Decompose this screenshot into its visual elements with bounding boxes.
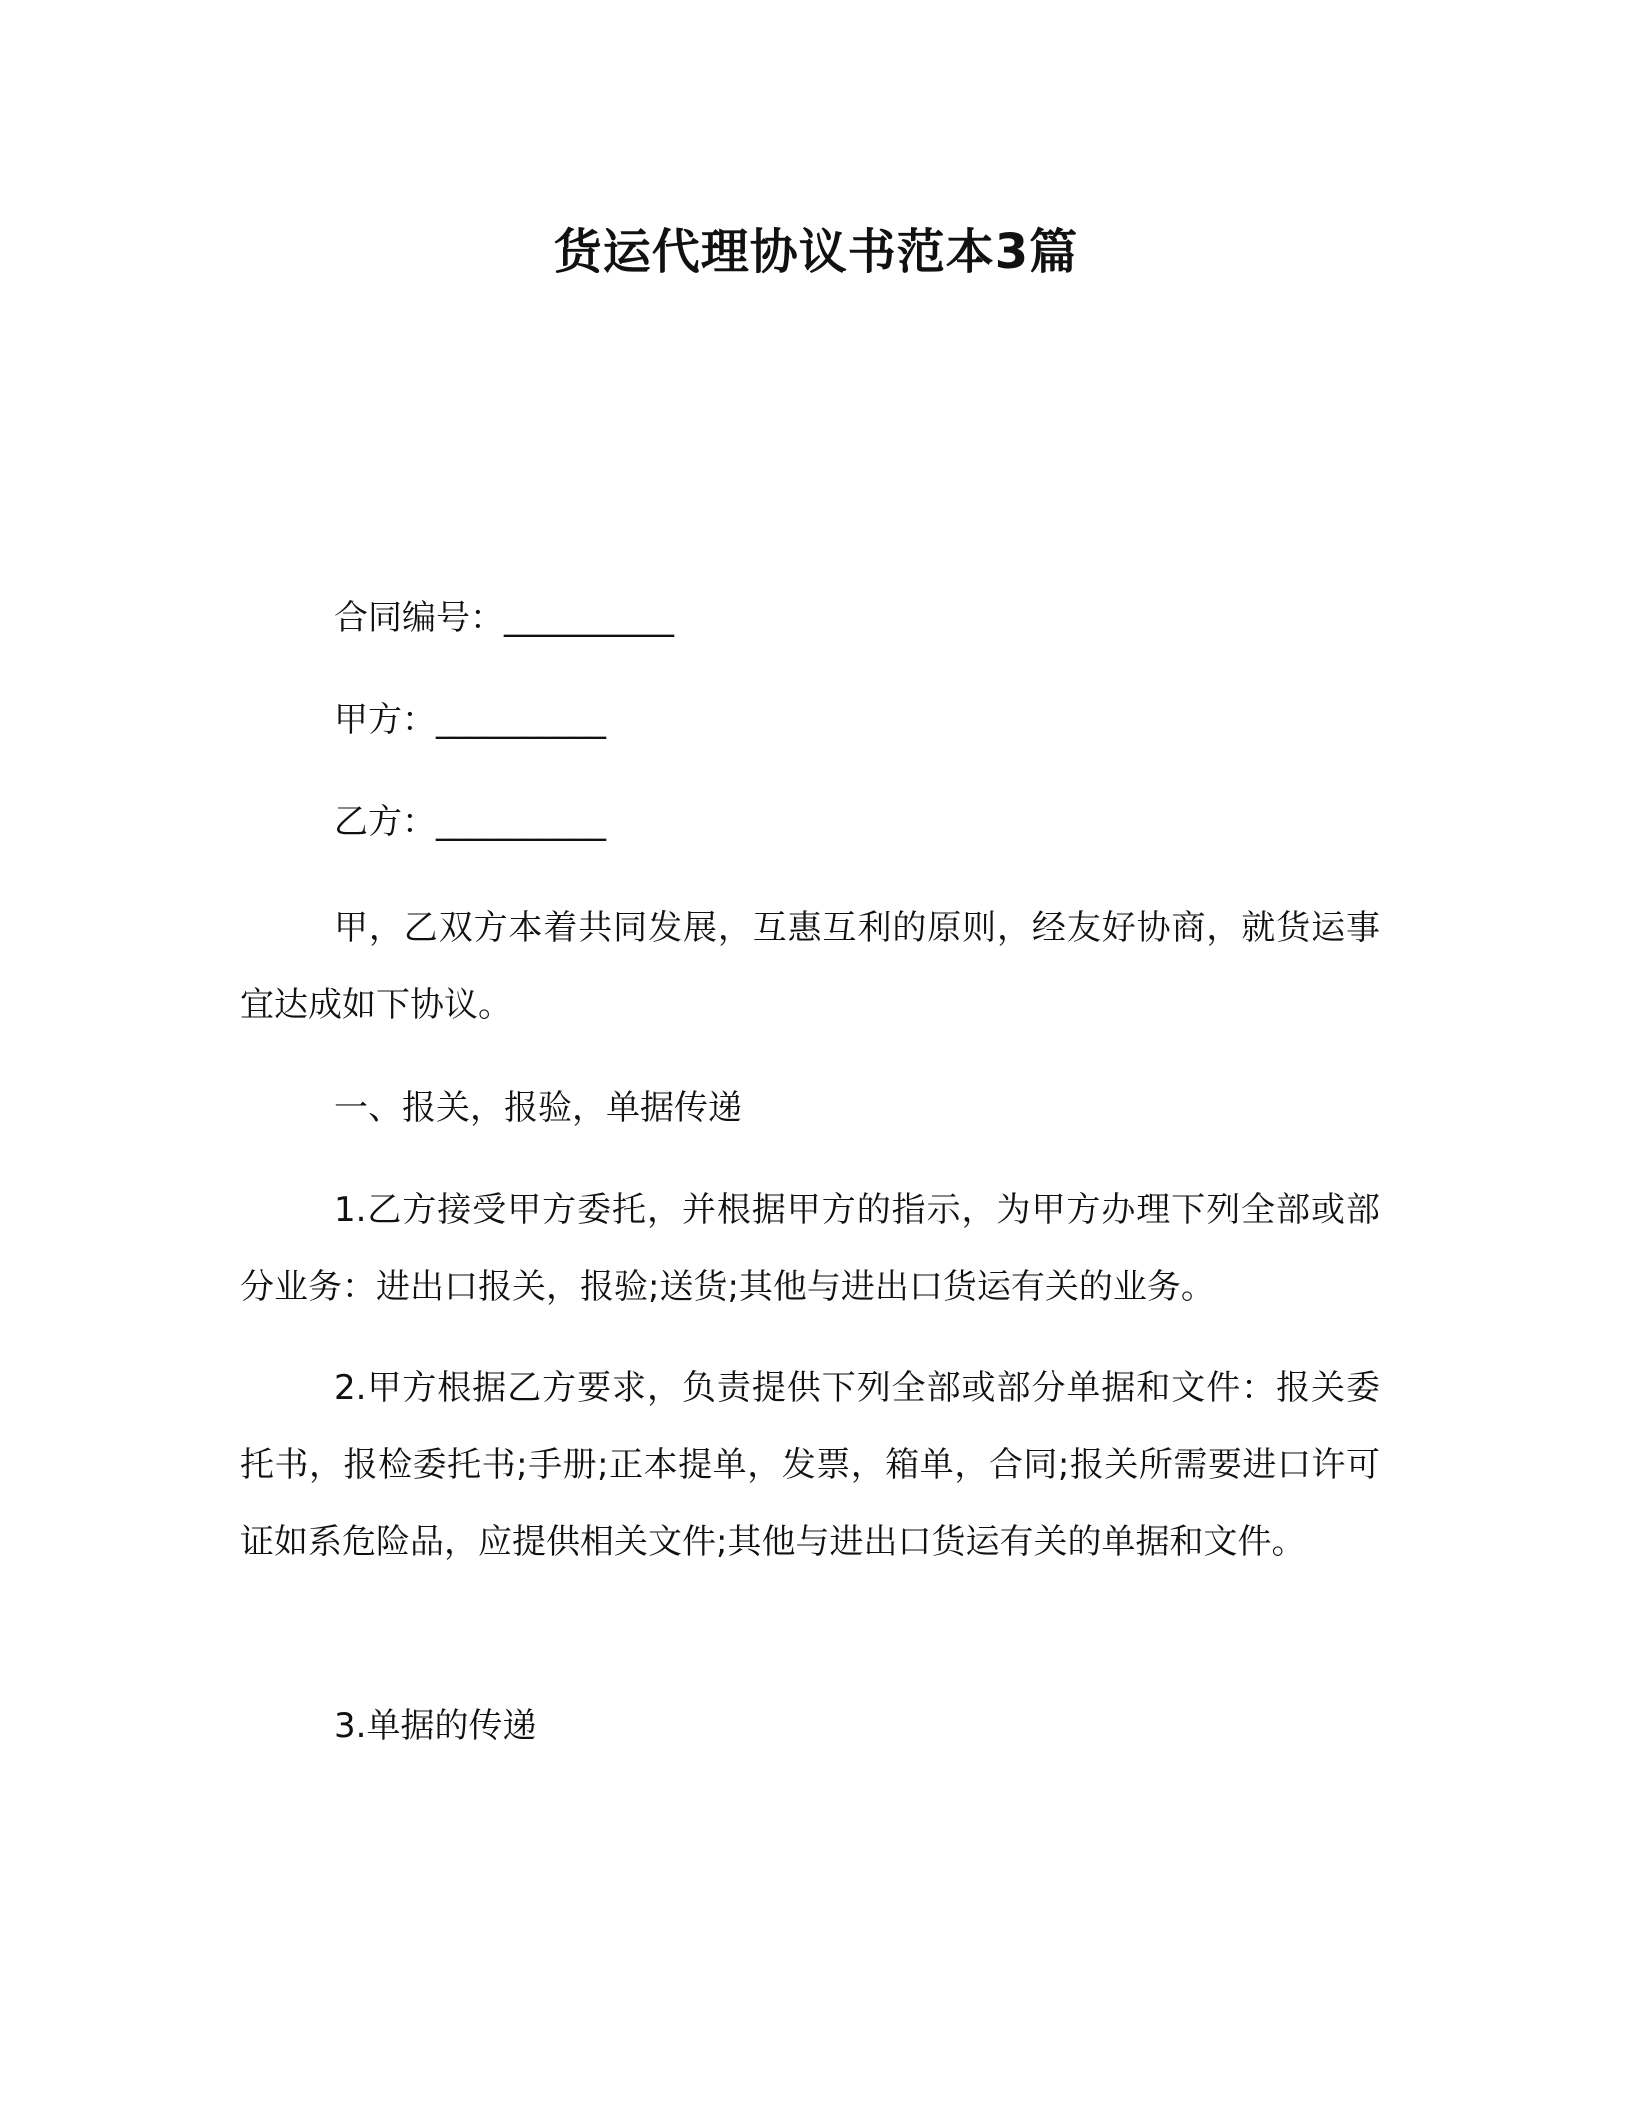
clause-3-heading: 3.单据的传递 bbox=[334, 1706, 537, 1746]
contract-number-label: 合同编号： bbox=[334, 598, 504, 638]
contract-number-blank: __________ bbox=[504, 598, 674, 638]
party-b-blank: __________ bbox=[436, 802, 606, 842]
clause-2-paragraph: 2.甲方根据乙方要求，负责提供下列全部或部分单据和文件：报关委托书，报检委托书;手册;正本提单，发票，箱单，合同;报关所需要进口许可证如系危险品，应提供相关文件;其他与进出口货运有关的单据和文件。 bbox=[240, 1368, 1380, 1562]
party-b-label: 乙方： bbox=[334, 802, 436, 842]
party-b-line bbox=[334, 800, 606, 844]
intro-paragraph: 甲，乙双方本着共同发展，互惠互利的原则，经友好协商，就货运事宜达成如下协议。 bbox=[240, 908, 1380, 1025]
clause-1-paragraph: 1.乙方接受甲方委托，并根据甲方的指示，为甲方办理下列全部或部分业务：进出口报关，报验;送货;其他与进出口货运有关的业务。 bbox=[240, 1190, 1380, 1307]
contract-number-line bbox=[334, 596, 674, 640]
document-title: 货运代理协议书范本3篇 bbox=[553, 224, 1079, 280]
section-1-heading: 一、报关，报验，单据传递 bbox=[334, 1088, 742, 1128]
party-a-blank: __________ bbox=[436, 700, 606, 740]
party-a-line bbox=[334, 698, 606, 742]
party-a-label: 甲方： bbox=[334, 700, 436, 740]
